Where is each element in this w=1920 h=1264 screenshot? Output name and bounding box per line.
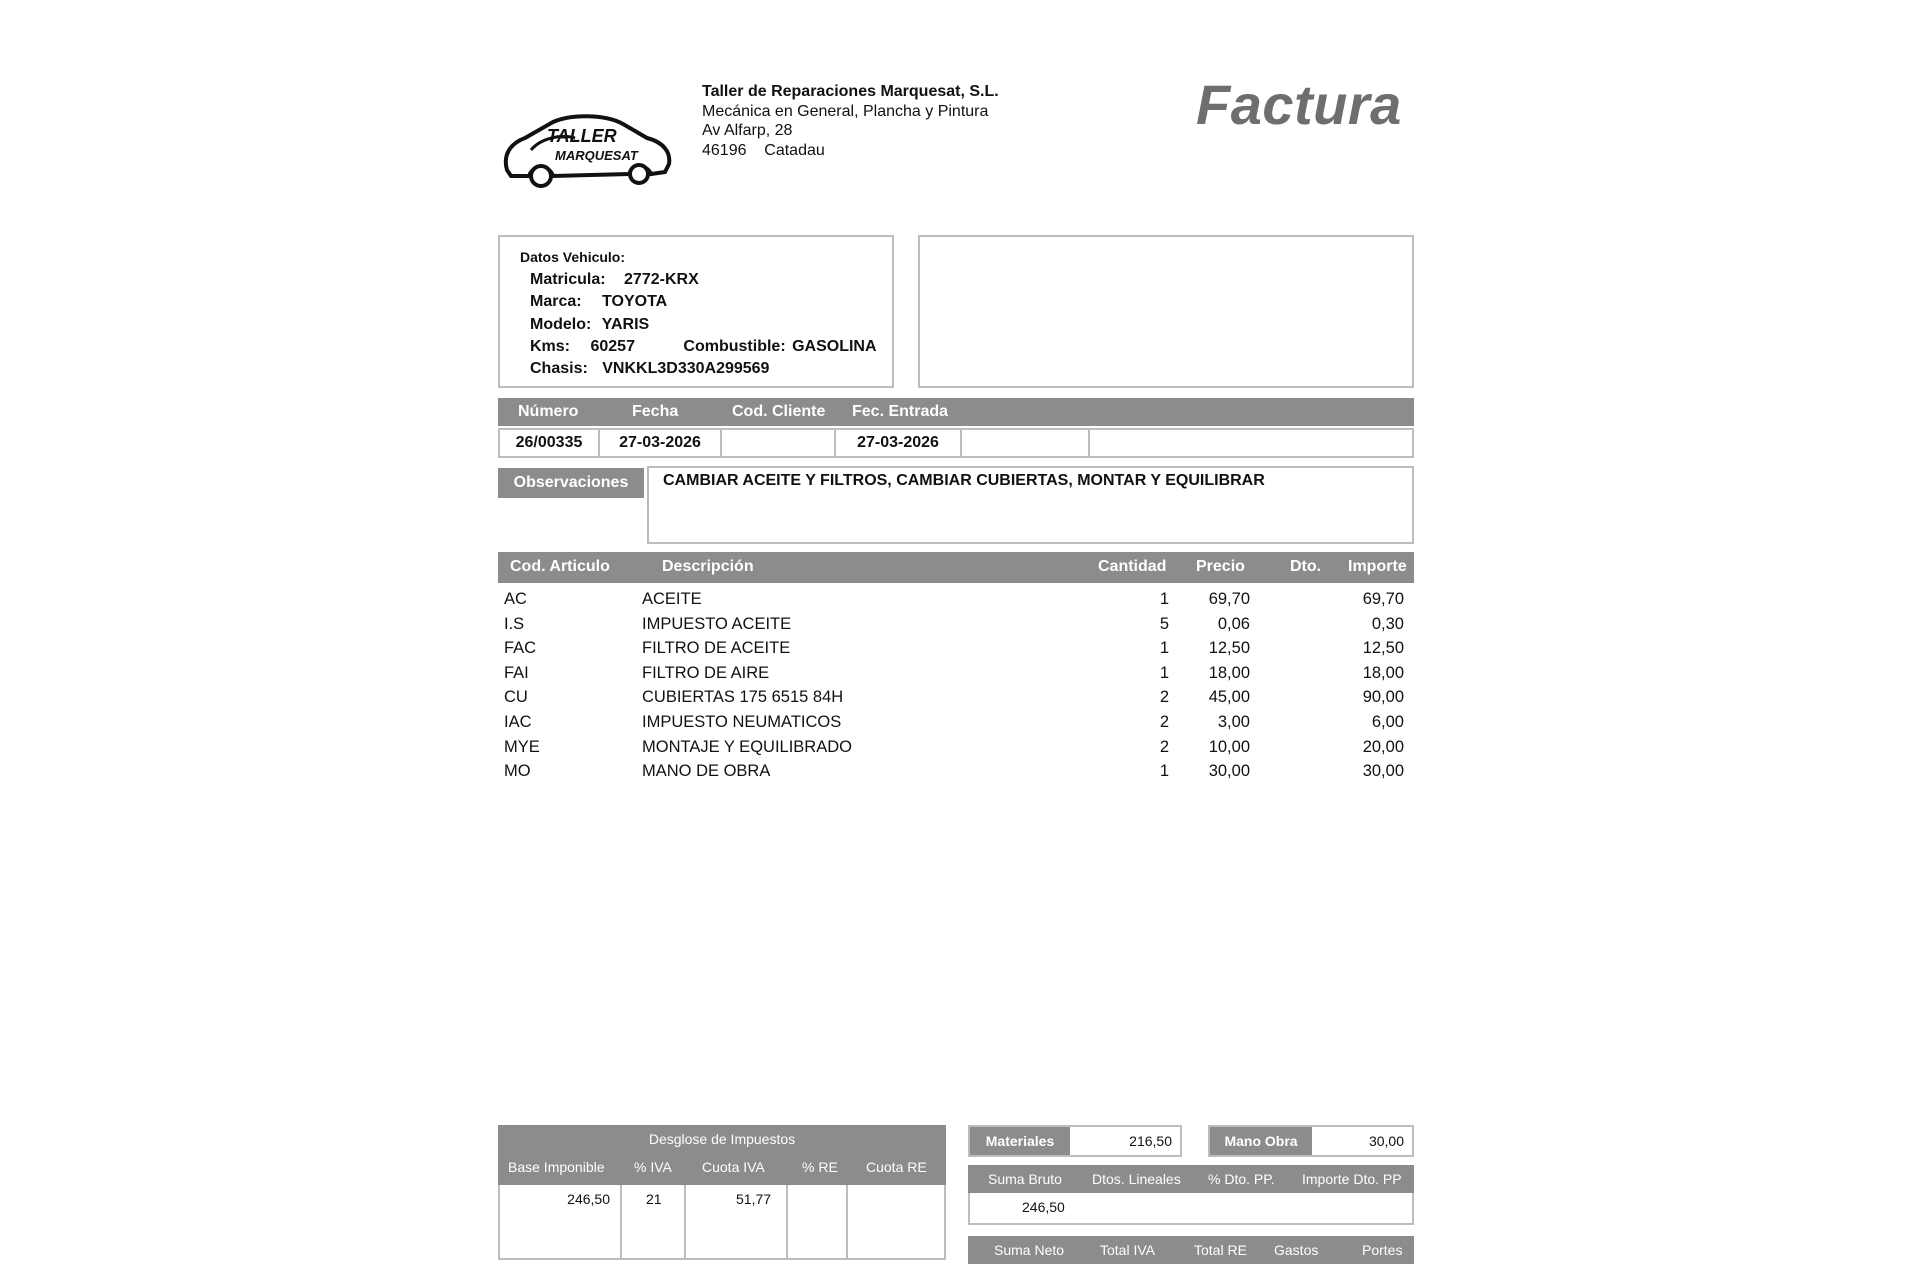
col-pp-discount-amount: Importe Dto. PP: [1302, 1171, 1402, 1187]
item-price: 10,00: [1208, 737, 1250, 756]
vehicle-kms-row: [530, 338, 877, 356]
vehicle-chassis-row: [530, 360, 769, 378]
svg-text:MARQUESAT: MARQUESAT: [555, 148, 638, 163]
item-code: IAC: [504, 712, 532, 731]
table-row: [498, 664, 1414, 689]
customer-box: [918, 235, 1414, 388]
fuel-label: Combustible:: [683, 338, 786, 355]
col-discount: Dto.: [1290, 558, 1322, 575]
item-code: FAC: [504, 639, 537, 658]
company-logo: [501, 108, 673, 188]
tax-breakdown-title: Desglose de Impuestos: [648, 1131, 796, 1147]
col-pp-discount-pct: % Dto. PP.: [1208, 1171, 1275, 1187]
table-row: [498, 713, 1414, 738]
company-info: [702, 82, 999, 160]
item-quantity: 2: [1159, 712, 1169, 731]
labor-box: [1208, 1125, 1414, 1157]
tax-col-re-pct: % RE: [802, 1159, 838, 1175]
brand-label: Marca:: [530, 293, 582, 310]
item-amount: 18,00: [1362, 663, 1404, 682]
invoice-number: 26/00335: [500, 430, 600, 456]
col-expenses: Gastos: [1274, 1242, 1319, 1258]
col-total-iva: Total IVA: [1100, 1242, 1155, 1258]
col-price: Precio: [1196, 558, 1245, 575]
vehicle-brand-row: [530, 293, 667, 311]
item-description: ACEITE: [642, 590, 702, 608]
header-date: Fecha: [632, 403, 679, 420]
model-value: YARIS: [601, 316, 650, 333]
materials-box: [968, 1125, 1182, 1157]
item-price: 3,00: [1217, 712, 1250, 731]
item-price: 30,00: [1208, 762, 1250, 781]
company-activity: Mecánica en General, Plancha y Pintura: [702, 102, 989, 120]
item-description: FILTRO DE AIRE: [642, 663, 770, 682]
item-amount: 0,30: [1371, 614, 1404, 633]
materials-label: Materiales: [970, 1127, 1070, 1155]
tax-breakdown-header: [498, 1125, 946, 1185]
vehicle-model-row: [530, 316, 649, 334]
model-label: Modelo:: [530, 316, 592, 333]
table-row: [498, 688, 1414, 713]
item-code: AC: [504, 590, 527, 608]
item-amount: 12,50: [1362, 639, 1404, 658]
item-price: 45,00: [1208, 688, 1250, 707]
info-empty-cell: [962, 430, 1090, 456]
tax-iva-cuota-value: 51,77: [736, 1191, 772, 1207]
col-quantity: Cantidad: [1098, 558, 1167, 575]
client-code: [722, 430, 836, 456]
item-description: FILTRO DE ACEITE: [642, 639, 791, 658]
vehicle-plate-row: [530, 271, 699, 289]
item-price: 0,06: [1217, 614, 1250, 633]
observations-box: [647, 466, 1414, 544]
tax-col-iva-pct: % IVA: [634, 1159, 672, 1175]
table-row: [498, 590, 1414, 615]
tax-base-cell: [500, 1185, 622, 1260]
gross-row: [968, 1193, 1414, 1225]
observations-text: CAMBIAR ACEITE Y FILTROS, CAMBIAR CUBIERTAS, MONTAR Y EQUILIBRAR: [663, 472, 1265, 489]
kms-label: Kms:: [530, 338, 571, 355]
gross-header: [968, 1165, 1414, 1193]
fuel-value: GASOLINA: [792, 338, 877, 355]
table-row: [498, 615, 1414, 640]
plate-value: 2772-KRX: [624, 271, 699, 288]
item-quantity: 2: [1159, 737, 1169, 756]
item-description: MANO DE OBRA: [642, 762, 771, 781]
tax-iva-cuota-cell: [686, 1185, 788, 1260]
tax-iva-pct-value: 21: [646, 1191, 662, 1207]
item-amount: 6,00: [1371, 712, 1404, 731]
item-description: IMPUESTO NEUMATICOS: [642, 712, 842, 731]
item-code: FAI: [504, 663, 529, 682]
item-quantity: 1: [1159, 639, 1169, 658]
header-client-code: Cod. Cliente: [732, 403, 826, 420]
item-quantity: 1: [1159, 762, 1169, 781]
items-table-header: [498, 552, 1414, 583]
tax-col-iva-cuota: Cuota IVA: [702, 1159, 765, 1175]
company-name: Taller de Reparaciones Marquesat, S.L.: [702, 83, 999, 100]
header-number: Número: [518, 403, 579, 420]
col-total-re: Total RE: [1194, 1242, 1247, 1258]
col-amount: Importe: [1348, 558, 1407, 575]
tax-breakdown-body: [498, 1185, 946, 1260]
tax-col-base: Base Imponible: [508, 1159, 605, 1175]
chassis-value: VNKKL3D330A299569: [602, 360, 770, 377]
company-postal-city: 46196 Catadau: [702, 141, 825, 159]
document-title: Factura: [1196, 73, 1402, 136]
item-amount: 90,00: [1362, 688, 1404, 707]
invoice-info-row: [498, 428, 1414, 458]
col-gross-sum: Suma Bruto: [988, 1171, 1062, 1187]
item-code: I.S: [504, 614, 525, 633]
observations-label: Observaciones: [498, 468, 644, 498]
company-address: Av Alfarp, 28: [702, 122, 793, 139]
item-price: 12,50: [1208, 639, 1250, 658]
gross-sum-value: 246,50: [1022, 1199, 1065, 1215]
item-description: MONTAJE Y EQUILIBRADO: [642, 737, 852, 756]
tax-re-pct-cell: [788, 1185, 848, 1260]
item-description: CUBIERTAS 175 6515 84H: [642, 688, 844, 707]
header-entry-date: Fec. Entrada: [852, 403, 949, 420]
svg-text:TALLER: TALLER: [547, 126, 617, 146]
labor-label: Mano Obra: [1210, 1127, 1312, 1155]
chassis-label: Chasis:: [530, 360, 588, 377]
entry-date: 27-03-2026: [836, 430, 962, 456]
col-net-sum: Suma Neto: [994, 1242, 1065, 1258]
tax-base-value: 246,50: [567, 1191, 610, 1207]
col-code: Cod. Articulo: [510, 558, 610, 575]
tax-iva-pct-cell: [622, 1185, 686, 1260]
brand-value: TOYOTA: [602, 293, 668, 310]
item-code: MO: [504, 762, 531, 781]
item-quantity: 2: [1159, 688, 1169, 707]
invoice-info-header: [498, 398, 1414, 426]
labor-value: 30,00: [1368, 1133, 1404, 1149]
vehicle-data-title: Datos Vehiculo:: [520, 249, 626, 265]
invoice-date: 27-03-2026: [600, 430, 722, 456]
col-line-discounts: Dtos. Lineales: [1092, 1171, 1181, 1187]
item-code: CU: [504, 688, 528, 707]
col-shipping: Portes: [1362, 1242, 1403, 1258]
vehicle-data-box: [498, 235, 894, 388]
item-quantity: 1: [1159, 663, 1169, 682]
table-row: [498, 639, 1414, 664]
table-row: [498, 762, 1414, 787]
item-code: MYE: [504, 737, 540, 756]
kms-value: 60257: [590, 338, 635, 355]
col-description: Descripción: [662, 558, 754, 575]
item-amount: 69,70: [1362, 590, 1404, 608]
item-price: 69,70: [1208, 590, 1250, 608]
table-row: [498, 738, 1414, 763]
item-amount: 20,00: [1362, 737, 1404, 756]
materials-value: 216,50: [1129, 1133, 1172, 1149]
items-list: [498, 590, 1414, 787]
item-amount: 30,00: [1362, 762, 1404, 781]
item-description: IMPUESTO ACEITE: [642, 614, 792, 633]
plate-label: Matricula:: [530, 271, 606, 288]
item-price: 18,00: [1208, 663, 1250, 682]
item-quantity: 5: [1159, 614, 1169, 633]
item-quantity: 1: [1159, 590, 1169, 608]
tax-col-re-cuota: Cuota RE: [866, 1159, 927, 1175]
